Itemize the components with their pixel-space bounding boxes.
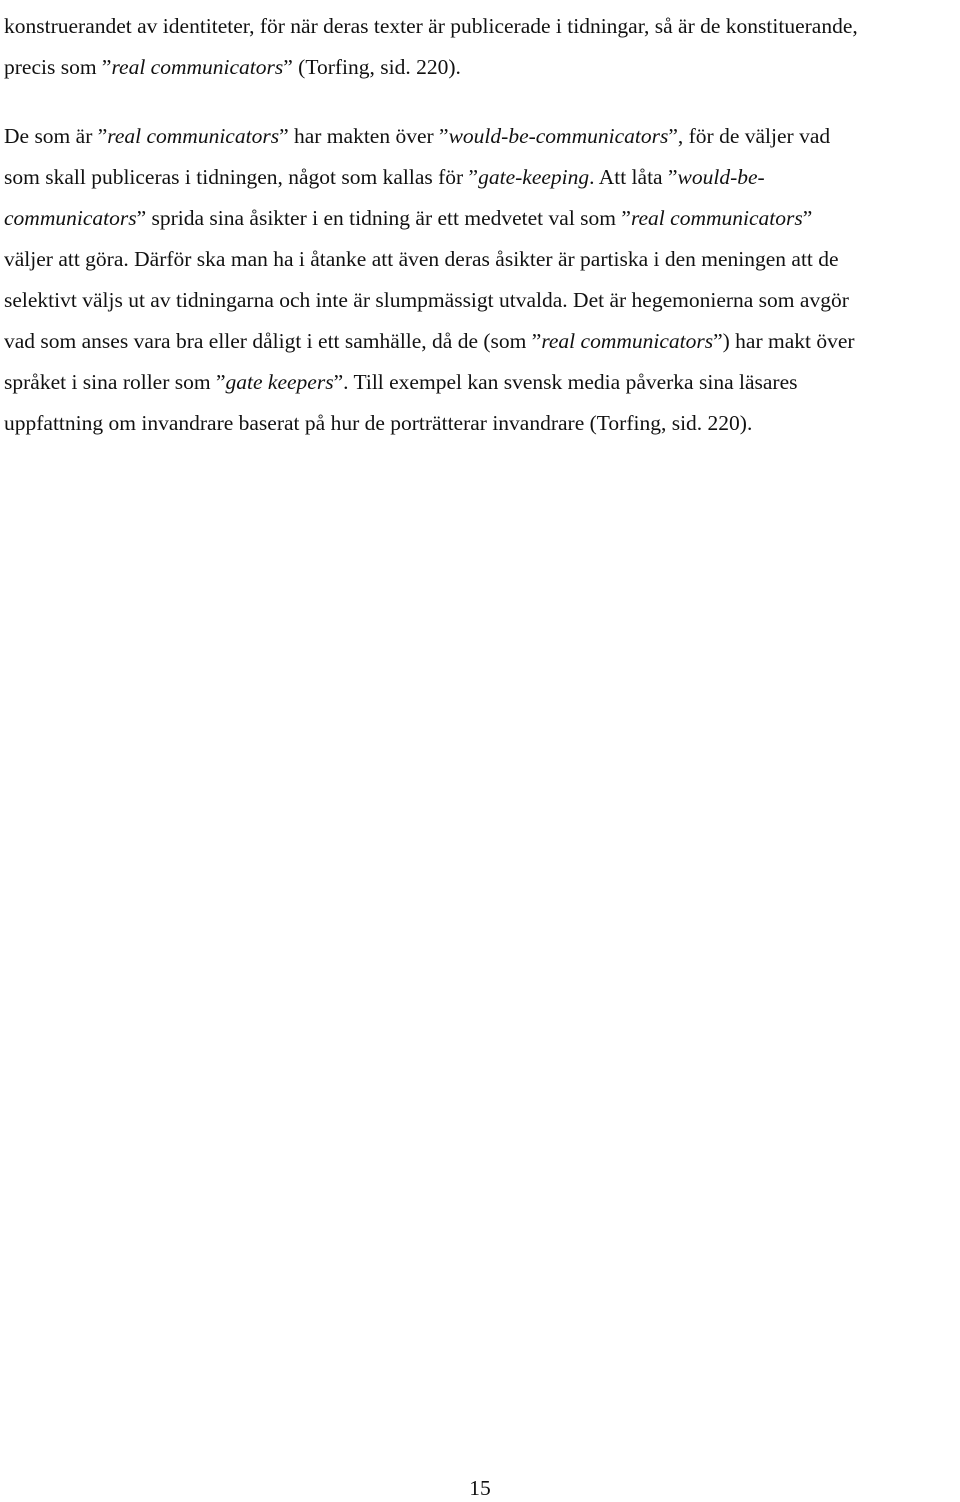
text-line: konstruerandet av identiteter, för när deras texter är publicerade i tidningar, så är de konstituerande,	[4, 14, 858, 38]
page-number: 15	[469, 1476, 491, 1500]
text-line: precis som ”real communicators” (Torfing, sid. 220).	[4, 55, 461, 79]
text-line: selektivt väljs ut av tidningarna och inte är slumpmässigt utvalda. Det är hegemonierna som avgör	[4, 288, 849, 312]
italic-term: would-be-communicators	[448, 124, 669, 148]
italic-term: would-be-	[677, 165, 765, 189]
text-line: språket i sina roller som ”gate keepers”. Till exempel kan svensk media påverka sina läsares	[4, 370, 798, 394]
text-line: vad som anses vara bra eller dåligt i ett samhälle, då de (som ”real communicators”) har makt över	[4, 329, 855, 353]
italic-term: real communicators	[541, 329, 714, 353]
italic-term: gate-keeping	[478, 165, 590, 189]
text-line: uppfattning om invandrare baserat på hur de porträtterar invandrare (Torfing, sid. 220).	[4, 411, 753, 435]
italic-term: gate keepers	[225, 370, 334, 394]
text-line: som skall publiceras i tidningen, något som kallas för ”gate-keeping. Att låta ”would-be-	[4, 165, 765, 189]
paragraph-1	[4, 6, 956, 88]
italic-term: communicators	[4, 206, 137, 230]
text-line: communicators” sprida sina åsikter i en tidning är ett medvetet val som ”real communicators”	[4, 206, 813, 230]
italic-term: real communicators	[111, 55, 284, 79]
text-line: De som är ”real communicators” har makten över ”would-be-communicators”, för de väljer vad	[4, 124, 831, 148]
text-line: väljer att göra. Därför ska man ha i åtanke att även deras åsikter är partiska i den meningen att de	[4, 247, 839, 271]
paragraph-2	[4, 116, 956, 444]
italic-term: real communicators	[107, 124, 280, 148]
italic-term: real communicators	[630, 206, 803, 230]
